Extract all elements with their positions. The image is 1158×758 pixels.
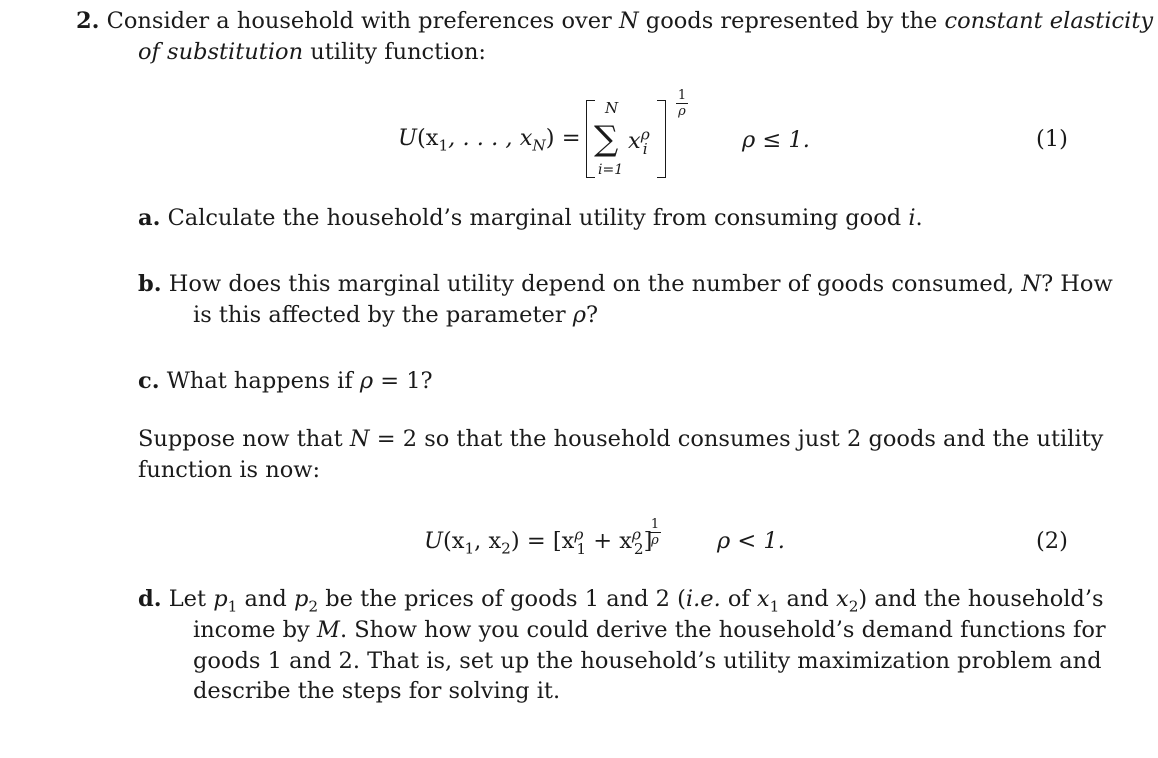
part-d-line2: income by M. Show how you could derive the household’s demand functions for (193, 617, 1106, 643)
part-b-var-N: N (1021, 271, 1042, 297)
part-a-text: Calculate the household’s marginal utility from consuming good (167, 205, 902, 231)
part-c-label: c. (138, 368, 160, 394)
eq1-lhs: $U(x_1$, . . . , $x_N$) = (398, 125, 581, 155)
problem-intro-line1 (76, 6, 1153, 36)
eq2-number: (2) (1036, 528, 1068, 554)
part-d-p2: $p_2$ (293, 586, 319, 616)
part-b-text2: is this affected by the parameter (193, 302, 566, 328)
part-c: c. What happens if ρ = 1? (138, 368, 433, 394)
problem-number: 2. (76, 8, 100, 34)
intro-text: Consider a household with preferences over (106, 8, 612, 34)
intro-emphasis: constant elasticity (944, 8, 1154, 34)
eq1-term: $x^\rho_i$ (628, 125, 650, 158)
part-b-text1: How does this marginal utility depend on the number of goods consumed, (168, 271, 1015, 297)
transition-var-N: N (349, 426, 370, 452)
part-d-M: M (316, 617, 340, 643)
eq2-condition: ρ < 1. (717, 528, 785, 554)
intro-text3: utility function: (310, 39, 487, 65)
eq1-sigma-upper: N (605, 99, 619, 117)
part-d-line3: goods 1 and 2. That is, set up the household’s utility maximization problem and (193, 648, 1102, 674)
eq1-condition: ρ ≤ 1. (742, 127, 810, 153)
intro-text2: goods represented by the (645, 8, 938, 34)
part-b-line2: is this affected by the parameter ρ? (193, 302, 599, 328)
part-a-var: i (908, 205, 916, 231)
eq1-exponent: 1 ρ (677, 88, 687, 119)
part-d-x1: $x_1$ (756, 586, 780, 616)
part-d-p1: $p_1$ (213, 586, 238, 616)
eq2-body: $U(x_1$, $x_2) = [x^\rho_1 + x^\rho_2]$ (424, 525, 653, 558)
eq1-sigma-lower: i=1 (598, 162, 624, 178)
part-b-line1: b. How does this marginal utility depend on the number of goods consumed, N? How (138, 271, 1113, 297)
part-b-var-rho: ρ (572, 302, 586, 328)
eq1-number: (1) (1036, 126, 1068, 152)
intro-emphasis-2: of substitution (138, 39, 304, 65)
part-a-label: a. (138, 205, 161, 231)
part-c-math: ρ (359, 368, 374, 394)
part-d-x2: $x_2$ (835, 586, 859, 616)
problem-intro-line2 (138, 37, 486, 67)
part-b-label: b. (138, 271, 162, 297)
intro-var-N: N (618, 8, 639, 34)
part-d-label: d. (138, 586, 162, 612)
part-c-text: What happens if (166, 368, 353, 394)
eq1-right-bracket (657, 100, 666, 178)
part-d-line1: d. Let $p_1$ and $p_2$ be the prices of goods 1 and 2 (i.e. of $x_1$ and $x_2$) and the household’s (138, 586, 1104, 616)
transition-line2: function is now: (138, 457, 321, 483)
part-d-line4: describe the steps for solving it. (193, 678, 561, 704)
part-a: a. Calculate the household’s marginal utility from consuming good i. (138, 205, 923, 231)
eq1-sigma: ∑ (594, 119, 619, 159)
transition-line1: Suppose now that N = 2 so that the household consumes just 2 goods and the utility (138, 426, 1104, 452)
eq2-exponent: 1 ρ (650, 517, 660, 548)
